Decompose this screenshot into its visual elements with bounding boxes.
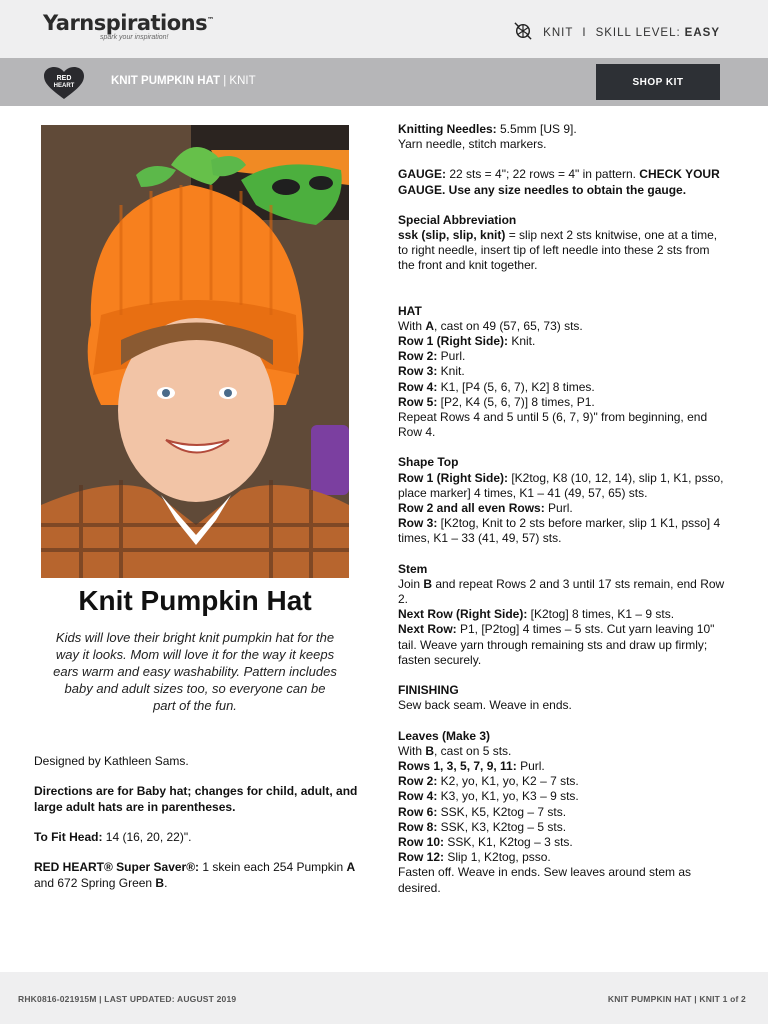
row-text: P1, [P2tog] 4 times – 5 sts. Cut yarn leaving 10" tail. Weave yarn through remaining sts and draw up firmly; fasten securely. (398, 622, 715, 667)
instruction-row (398, 607, 728, 622)
photo-illustration (41, 125, 349, 578)
yarn-requirement (34, 859, 364, 891)
row-text: Slip 1, K2tog, psso. (444, 850, 551, 865)
title-band (0, 58, 768, 106)
row-text: Knit. (437, 364, 465, 379)
instruction-row (398, 349, 728, 364)
pumpkin-hat-photo (41, 125, 349, 578)
abbreviation-heading: Special Abbreviation (398, 212, 517, 227)
skill-separator: I (582, 26, 587, 39)
footer-pattern-code: RHK0816-021915M | LAST UPDATED: AUGUST 2019 (18, 994, 237, 1004)
row-text: [K2tog, K8 (10, 12, 14), slip 1, K1, psso, place marker] 4 times, K1 – 41 (49, 57, 65) sts. (398, 470, 724, 500)
row-text: K1, [P4 (5, 6, 7), K2] 8 times. (437, 379, 595, 394)
yarn-value-1: 1 skein each 254 Pumpkin (199, 860, 347, 874)
row-label: Row 2: (398, 349, 438, 364)
row-text: Knit. (508, 334, 536, 349)
hat-cast-text-2: , cast on 49 (57, 65, 73) sts. (434, 318, 583, 333)
directions-note: Directions are for Baby hat; changes for child, adult, and large adult hats are in parentheses. (34, 784, 358, 814)
leaves-text-1: With (398, 743, 426, 758)
band-title (111, 75, 256, 87)
leaves-text-2: , cast on 5 sts. (434, 743, 512, 758)
hat-repeat: Repeat Rows 4 and 5 until 5 (6, 7, 9)" from beginning, end Row 4. (398, 410, 708, 440)
row-label: Row 4: (398, 379, 438, 394)
logo-trademark: ™ (207, 16, 214, 24)
row-label: Row 2: (398, 774, 438, 789)
hat-cast-letter: A (425, 318, 435, 333)
left-column (34, 753, 364, 905)
gauge-check: CHECK YOUR GAUGE. Use any size needles to obtain the gauge. (398, 167, 720, 197)
logo-tagline: spark your inspiration! (100, 34, 169, 41)
hat-cast-on (398, 319, 728, 334)
row-text: [K2tog] 8 times, K1 – 9 sts. (527, 607, 675, 622)
instruction-row (398, 759, 728, 774)
row-text: Purl. (437, 349, 466, 364)
instruction-row (398, 501, 728, 516)
stem-text-1: Join (398, 576, 424, 591)
designer-credit: Designed by Kathleen Sams. (34, 754, 189, 768)
stem-text-2: and repeat Rows 2 and 3 until 17 sts remain, end Row 2. (398, 576, 725, 607)
page-title: Knit Pumpkin Hat (78, 585, 312, 616)
row-text: Purl. (516, 758, 545, 773)
abbreviation-value: = slip next 2 sts knitwise, one at a time, to right needle, insert tip of left needle into these 2 sts from the front and knit together. (398, 228, 718, 273)
finishing-heading: FINISHING (398, 683, 459, 698)
leaves-letter: B (425, 743, 435, 758)
instruction-row (398, 850, 728, 865)
needles-label: Knitting Needles: (398, 122, 497, 136)
leaves-cast-on (398, 744, 728, 759)
row-text: [K2tog, Knit to 2 sts before marker, slip 1 K1, psso] 4 times, K1 – 33 (41, 49, 57) sts. (398, 516, 721, 546)
heart-logo-line1: RED (56, 75, 72, 82)
row-label: Row 12: (398, 850, 445, 865)
row-label: Row 1 (Right Side): (398, 470, 508, 485)
skill-level (514, 25, 720, 40)
right-column (398, 122, 728, 896)
row-label: Row 3: (398, 516, 438, 531)
instruction-row (398, 835, 728, 850)
row-label: Row 3: (398, 364, 438, 379)
fit-value: 14 (16, 20, 22)". (102, 830, 192, 844)
row-label: Row 5: (398, 394, 438, 409)
row-label: Next Row (Right Side): (398, 607, 528, 622)
row-text: SSK, K5, K2tog – 7 sts. (437, 804, 567, 819)
row-label: Row 8: (398, 819, 438, 834)
top-bar (0, 0, 768, 58)
stem-heading: Stem (398, 561, 428, 576)
band-title-rest: | KNIT (220, 75, 256, 87)
instruction-row (398, 789, 728, 804)
instruction-row (398, 364, 728, 379)
instruction-row (398, 805, 728, 820)
yarn-value-2: and 672 Spring Green (34, 876, 156, 890)
row-text: Purl. (544, 501, 573, 516)
row-label: Row 10: (398, 834, 445, 849)
fit-head (34, 829, 364, 845)
yarn-label: RED HEART® Super Saver®: (34, 860, 200, 874)
row-label: Row 6: (398, 804, 438, 819)
finishing-text: Sew back seam. Weave in ends. (398, 698, 572, 713)
instruction-row (398, 774, 728, 789)
instruction-row (398, 395, 728, 410)
hat-heading: HAT (398, 303, 422, 318)
shop-kit-button[interactable]: SHOP KIT (596, 64, 720, 100)
row-label: Row 2 and all even Rows: (398, 501, 545, 516)
instruction-row (398, 334, 728, 349)
row-text: SSK, K3, K2tog – 5 sts. (437, 819, 567, 834)
row-label: Rows 1, 3, 5, 7, 9, 11: (398, 758, 517, 773)
row-label: Row 1 (Right Side): (398, 334, 508, 349)
yarn-ball-icon (514, 22, 532, 40)
notions-line: Yarn needle, stitch markers. (398, 137, 547, 152)
row-text: K2, yo, K1, yo, K2 – 7 sts. (437, 774, 579, 789)
row-label: Row 4: (398, 789, 438, 804)
needles-line (398, 122, 728, 137)
needles-value: 5.5mm [US 9]. (496, 122, 577, 136)
logo-wordmark: Yarnspirations (43, 11, 208, 35)
yarn-letter-a: A (346, 860, 356, 874)
stem-join (398, 577, 728, 607)
footer (0, 972, 768, 1024)
intro-text: Kids will love their bright knit pumpkin hat for the way it looks. Mom will love it for the way it keeps ears warm and easy washability. Pattern includes baby and adult sizes too, so everyone can be part of the fun. (53, 630, 337, 713)
gauge-label: GAUGE: (398, 167, 446, 182)
abbreviation-line (398, 228, 728, 274)
leaves-end: Fasten off. Weave in ends. Sew leaves around stem as desired. (398, 865, 692, 895)
stem-letter: B (423, 576, 433, 591)
yarn-letter-b: B (155, 876, 165, 890)
gauge-line (398, 167, 728, 197)
craft-type: KNIT (543, 26, 574, 39)
heart-logo-line2: HEART (53, 83, 75, 89)
yarn-value-3: . (164, 876, 168, 890)
gauge-value: 22 sts = 4"; 22 rows = 4" in pattern. (446, 167, 640, 182)
row-text: [P2, K4 (5, 6, 7)] 8 times, P1. (437, 394, 595, 409)
fit-label: To Fit Head: (34, 830, 103, 844)
band-title-bold: KNIT PUMPKIN HAT (111, 75, 221, 87)
abbreviation-label: ssk (slip, slip, knit) (398, 228, 506, 243)
hat-cast-text-1: With (398, 318, 426, 333)
skill-value: EASY (684, 26, 720, 39)
instruction-row (398, 820, 728, 835)
red-heart-logo (42, 66, 86, 100)
footer-page-info: KNIT PUMPKIN HAT | KNIT 1 of 2 (607, 994, 746, 1004)
row-text: K3, yo, K1, yo, K3 – 9 sts. (437, 789, 579, 804)
yarnspirations-logo[interactable] (43, 11, 214, 41)
skill-label: SKILL LEVEL: (595, 26, 681, 39)
instruction-row (398, 516, 728, 546)
instruction-row (398, 380, 728, 395)
row-text: SSK, K1, K2tog – 3 sts. (444, 834, 573, 849)
row-label: Next Row: (398, 622, 457, 637)
instruction-row (398, 622, 728, 668)
instruction-row (398, 471, 728, 501)
leaves-heading: Leaves (Make 3) (398, 728, 491, 743)
shape-top-heading: Shape Top (398, 455, 459, 470)
